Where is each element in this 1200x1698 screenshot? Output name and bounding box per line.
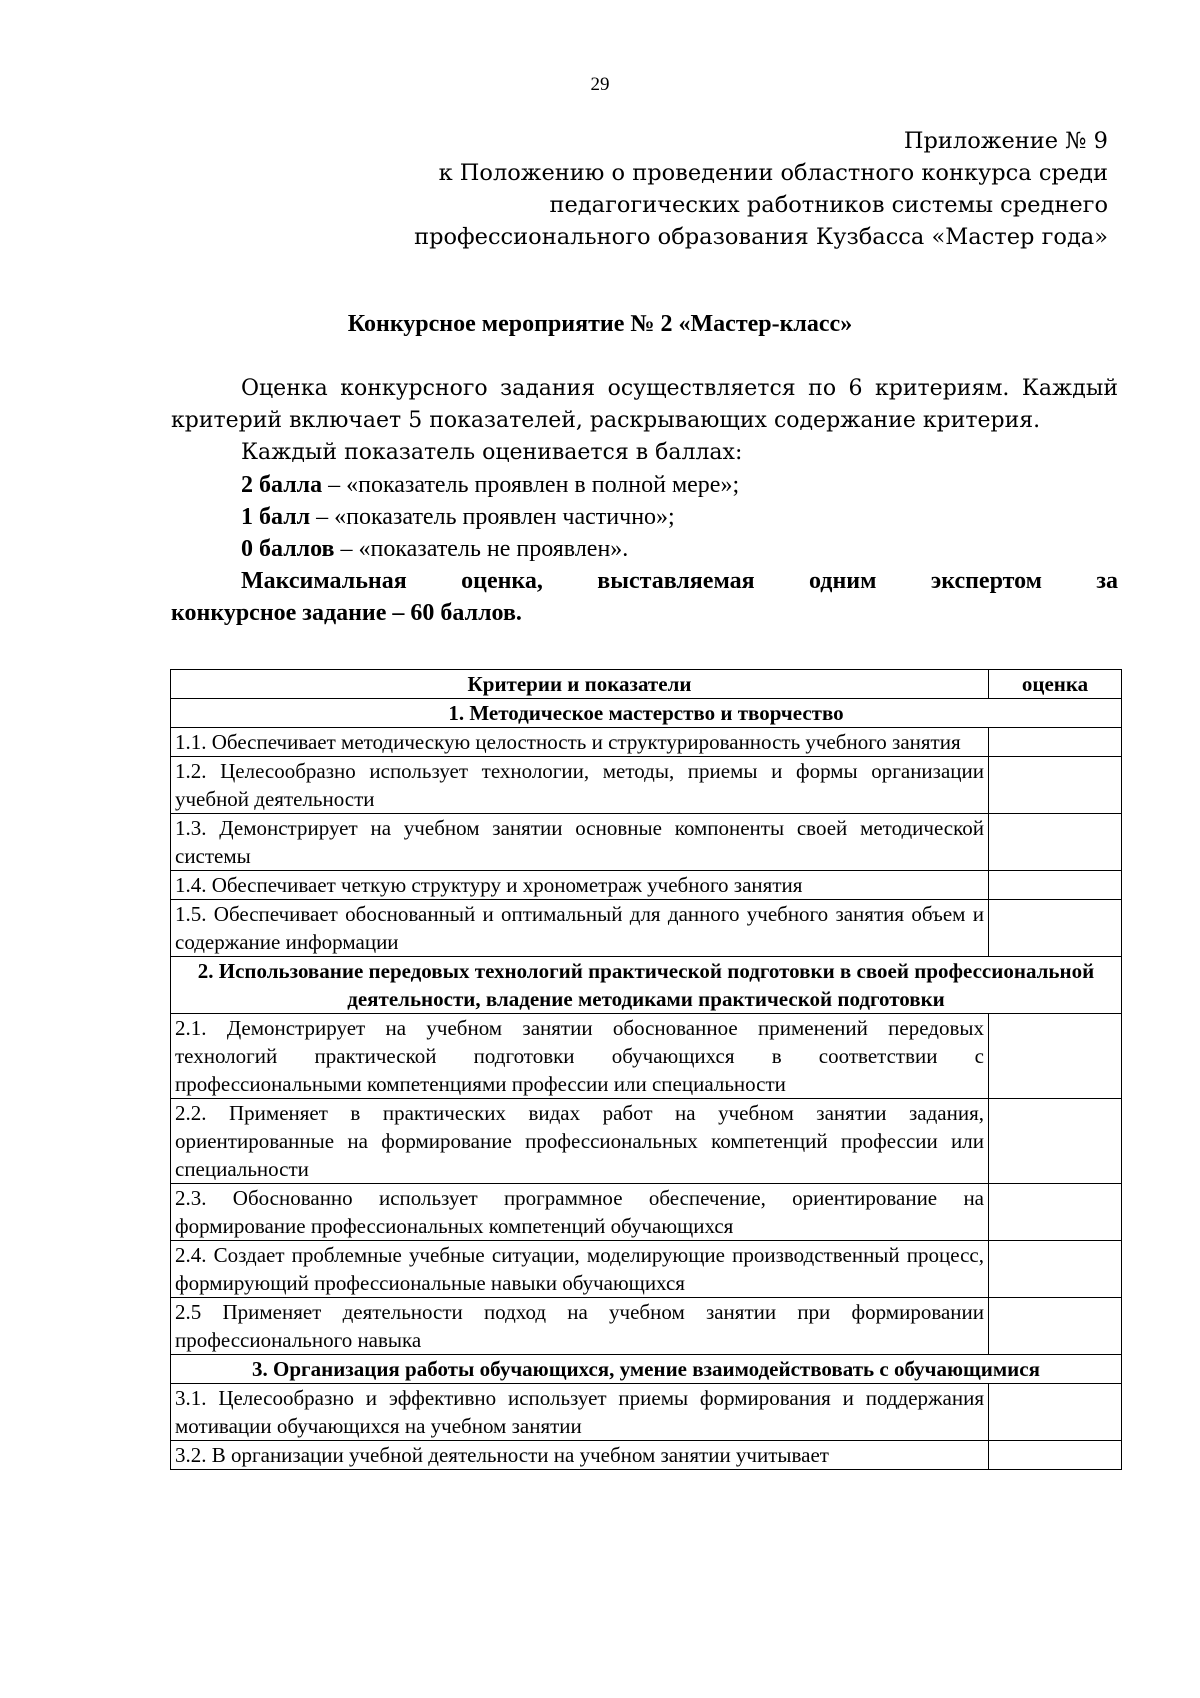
table-row <box>171 814 1122 871</box>
score-1-text: – «показатель проявлен частично»; <box>310 504 675 530</box>
table-row <box>171 1184 1122 1241</box>
page-number: 29 <box>590 74 610 95</box>
score-cell[interactable] <box>989 1298 1122 1355</box>
score-cell[interactable] <box>989 900 1122 957</box>
score-2-label: 2 балла <box>241 472 323 498</box>
indicator-cell: 1.2. Целесообразно использует технологии, методы, приемы и формы организации учебной деятельности <box>171 757 989 814</box>
indicator-cell: 1.5. Обеспечивает обоснованный и оптимальный для данного учебного занятия объем и содержание информации <box>171 900 989 957</box>
table-row <box>171 757 1122 814</box>
score-1-label: 1 балл <box>241 504 311 530</box>
table-row <box>171 1014 1122 1099</box>
indicator-cell: 3.1. Целесообразно и эффективно использует приемы формирования и поддержания мотивации обучающихся на учебном занятии <box>171 1384 989 1441</box>
score-cell[interactable] <box>989 1014 1122 1099</box>
score-cell[interactable] <box>989 1099 1122 1184</box>
indicator-cell: 2.5 Применяет деятельности подход на учебном занятии при формировании профессионального навыка <box>171 1298 989 1355</box>
indicator-cell: 2.4. Создает проблемные учебные ситуации, моделирующие производственный процесс, формирующий профессиональные навыки обучающихся <box>171 1241 989 1298</box>
appendix-line-1: Приложение № 9 <box>903 128 1108 154</box>
table-row <box>171 1298 1122 1355</box>
score-1-line <box>171 501 1118 533</box>
indicator-cell: 2.1. Демонстрирует на учебном занятии обоснованное применений передовых технологий практической подготовки обучающихся в соответствии с профессиональными компетенциями профессии или специальности <box>171 1014 989 1099</box>
score-0-text: – «показатель не проявлен». <box>334 536 629 562</box>
appendix-line-2: к Положению о проведении областного конкурса среди <box>438 160 1108 186</box>
score-cell[interactable] <box>989 757 1122 814</box>
score-2-text: – «показатель проявлен в полной мере»; <box>322 472 740 498</box>
indicator-cell: 1.1. Обеспечивает методическую целостность и структурированность учебного занятия <box>171 728 989 757</box>
table-row <box>171 1099 1122 1184</box>
table-row <box>171 1441 1122 1470</box>
column-header-criteria: Критерии и показатели <box>171 670 989 699</box>
section-title: 2. Использование передовых технологий практической подготовки в своей профессиональной деятельности, владение методиками практической подготовки <box>171 957 1122 1014</box>
max-score-line-2: конкурсное задание – 60 баллов. <box>171 600 522 626</box>
table-row <box>171 728 1122 757</box>
indicator-cell: 2.3. Обоснованно использует программное обеспечение, ориентирование на формирование профессиональных компетенций обучающихся <box>171 1184 989 1241</box>
score-cell[interactable] <box>989 728 1122 757</box>
section-title: 1. Методическое мастерство и творчество <box>171 699 1122 728</box>
score-cell[interactable] <box>989 1384 1122 1441</box>
score-cell[interactable] <box>989 814 1122 871</box>
score-0-line <box>171 533 1118 565</box>
table-row <box>171 1241 1122 1298</box>
section-title: 3. Организация работы обучающихся, умение взаимодействовать с обучающимися <box>171 1355 1122 1384</box>
indicator-cell: 2.2. Применяет в практических видах работ на учебном занятии задания, ориентированные на формирование профессиональных компетенций профессии или специальности <box>171 1099 989 1184</box>
score-2-line <box>171 469 1118 501</box>
max-score-line-1: Максимальная оценка, выставляемая одним экспертом за <box>241 568 1118 594</box>
score-cell[interactable] <box>989 1241 1122 1298</box>
intro-text <box>171 373 1118 629</box>
appendix-line-4: профессионального образования Кузбасса «Мастер года» <box>414 224 1108 250</box>
indicator-cell: 1.3. Демонстрирует на учебном занятии основные компоненты своей методической системы <box>171 814 989 871</box>
table-row <box>171 900 1122 957</box>
intro-paragraph-2: Каждый показатель оценивается в баллах: <box>241 440 743 465</box>
document-title: Конкурсное мероприятие № 2 «Мастер-класс» <box>347 311 853 337</box>
score-cell[interactable] <box>989 1184 1122 1241</box>
column-header-score: оценка <box>989 670 1122 699</box>
indicator-cell: 1.4. Обеспечивает четкую структуру и хронометраж учебного занятия <box>171 871 989 900</box>
score-cell[interactable] <box>989 1441 1122 1470</box>
score-0-label: 0 баллов <box>241 536 335 562</box>
section-row <box>171 699 1122 728</box>
intro-paragraph-1: Оценка конкурсного задания осуществляется по 6 критериям. Каждый критерий включает 5 показателей, раскрывающих содержание критерия. <box>171 376 1118 433</box>
table-row <box>171 1384 1122 1441</box>
section-row <box>171 1355 1122 1384</box>
section-row <box>171 957 1122 1014</box>
indicator-cell: 3.2. В организации учебной деятельности на учебном занятии учитывает <box>171 1441 989 1470</box>
table-row <box>171 871 1122 900</box>
appendix-header <box>348 125 1108 253</box>
appendix-line-3: педагогических работников системы среднего <box>549 192 1108 218</box>
table-header-row <box>171 670 1122 699</box>
criteria-table <box>170 669 1122 1470</box>
score-cell[interactable] <box>989 871 1122 900</box>
